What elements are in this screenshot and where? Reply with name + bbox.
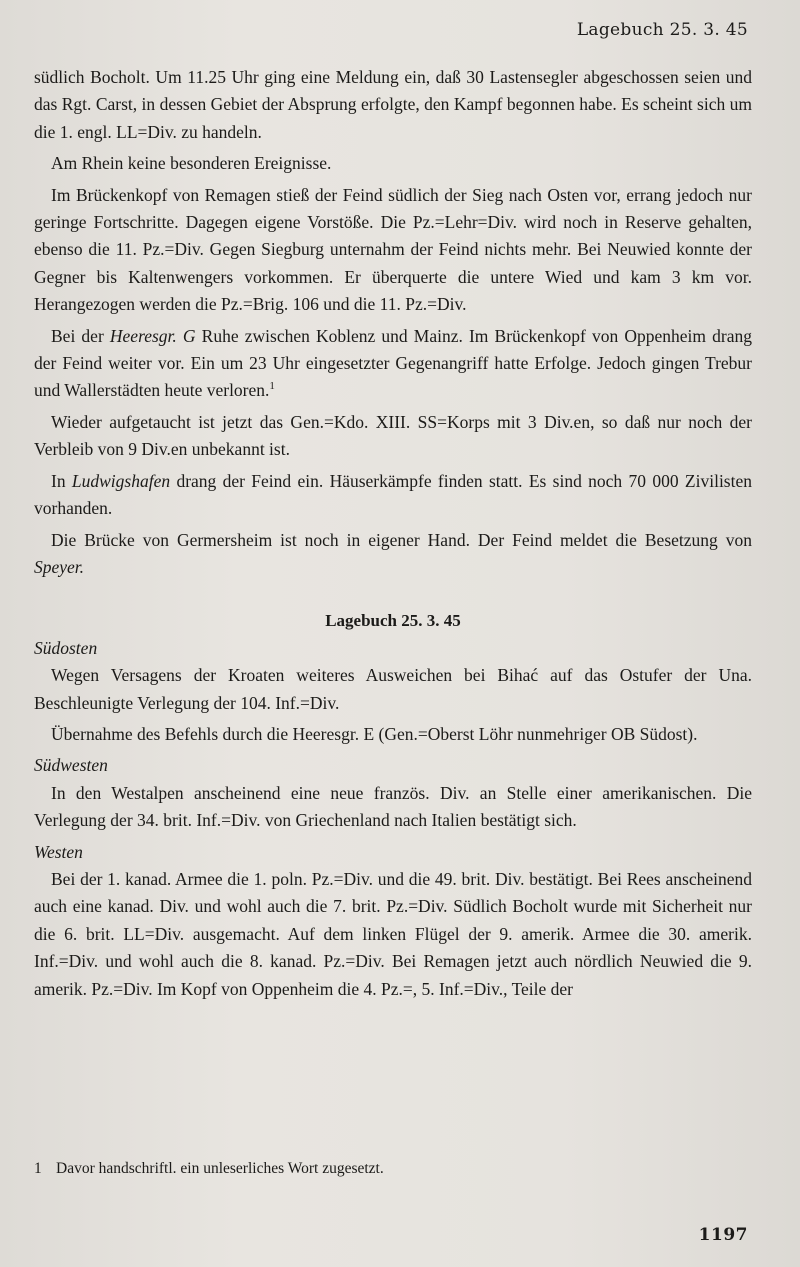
paragraph: Bei der 1. kanad. Armee die 1. poln. Pz.=Div. und die 49. brit. Div. bestätigt. Bei Rees anscheinend auch eine kanad. Div. und wohl auch die 7. brit. Pz.=Div. Südlich Bocholt wurde mit Sicherheit nur die 6. brit. LL=Div. ausgemacht. Auf dem linken Flügel der 9. amerik. Armee die 30. amerik. Inf.=Div. und wohl auch die 8. kanad. Pz.=Div. Bei Remagen jetzt auch nördlich Neuwied die 9. amerik. Pz.=Div. Im Kopf von Oppenheim die 4. Pz.=, 5. Inf.=Div., Teile der xyxy=(34,868,752,999)
footnote xyxy=(34,1160,752,1178)
main-text xyxy=(34,64,752,1007)
page-number: 1197 xyxy=(698,1225,748,1245)
paragraph-germersheim xyxy=(34,527,752,582)
paragraph: Am Rhein keine besonderen Ereignisse. xyxy=(51,153,332,174)
paragraph: Wegen Versagens der Kroaten weiteres Ausweichen bei Bihać auf das Ostufer der Una. Beschleunigte Verlegung der 104. Inf.=Div. xyxy=(34,665,752,713)
text-span: Bei der xyxy=(51,325,110,346)
region-heading-suedosten: Südosten xyxy=(34,637,98,658)
text-span: Die Brücke von Germersheim ist noch in eigener Hand. Der Feind meldet die Besetzung von xyxy=(51,529,752,550)
italic-term: Ludwigshafen xyxy=(71,470,171,491)
italic-term: Speyer. xyxy=(34,556,85,577)
paragraph: Übernahme des Befehls durch die Heeresgr. E (Gen.=Oberst Löhr nunmehriger OB Südost). xyxy=(51,723,698,744)
text-span: drang der Feind ein. Häuserkämpfe finden statt. Es sind noch 70 000 Zivilisten vorhanden. xyxy=(34,470,752,519)
text-span: In xyxy=(51,470,72,491)
running-header: Lagebuch 25. 3. 45 xyxy=(576,20,748,40)
italic-term: Heeresgr. G xyxy=(109,325,196,346)
footnote-text: Davor handschriftl. ein unleserliches Wort zugesetzt. xyxy=(56,1160,384,1177)
paragraph-ludwigshafen xyxy=(34,468,752,523)
footnote-ref: 1 xyxy=(269,380,275,393)
section-heading: Lagebuch 25. 3. 45 xyxy=(325,611,461,631)
paragraph: In den Westalpen anscheinend eine neue französ. Div. an Stelle einer amerikanischen. Die Verlegung der 34. brit. Inf.=Div. von Griechenland nach Italien bestätigt sich. xyxy=(34,782,752,831)
paragraph: Im Brückenkopf von Remagen stieß der Feind südlich der Sieg nach Osten vor, errang jedoch nur geringe Fortschritte. Dagegen eigene Vorstöße. Die Pz.=Lehr=Div. wird noch in Reserve gehalten, ebenso die 11. Pz.=Div. Gegen Siegburg unternahm der Feind nichts mehr. Bei Neuwied konnte der Gegner bis Kaltenwengers vorkommen. Er überquerte die untere Wied und kam 3 km vor. Herangezogen werden die Pz.=Brig. 106 und die 11. Pz.=Div. xyxy=(34,184,752,315)
region-heading-suedwesten: Südwesten xyxy=(34,755,108,776)
text-span: Ruhe zwischen Koblenz und Mainz. Im Brückenkopf von Oppenheim drang der Feind weiter vor. Ein um 23 Uhr eingesetzter Gegenangriff hatte Erfolge. Jedoch gingen Trebur und Wallerstädten heute verloren. xyxy=(34,325,752,401)
footnote-number: 1 xyxy=(34,1160,42,1177)
region-heading-westen: Westen xyxy=(34,841,83,862)
paragraph-heeresgr xyxy=(34,323,752,405)
paragraph: südlich Bocholt. Um 11.25 Uhr ging eine Meldung ein, daß 30 Lastensegler abgeschossen seien und das Rgt. Carst, in dessen Gebiet der Absprung erfolgte, den Kampf begonnen habe. Es scheint sich um die 1. engl. LL=Div. zu handeln. xyxy=(34,67,752,142)
paragraph: Wieder aufgetaucht ist jetzt das Gen.=Kdo. XIII. SS=Korps mit 3 Div.en, so daß nur noch der Verbleib von 9 Div.en unbekannt ist. xyxy=(34,411,752,460)
